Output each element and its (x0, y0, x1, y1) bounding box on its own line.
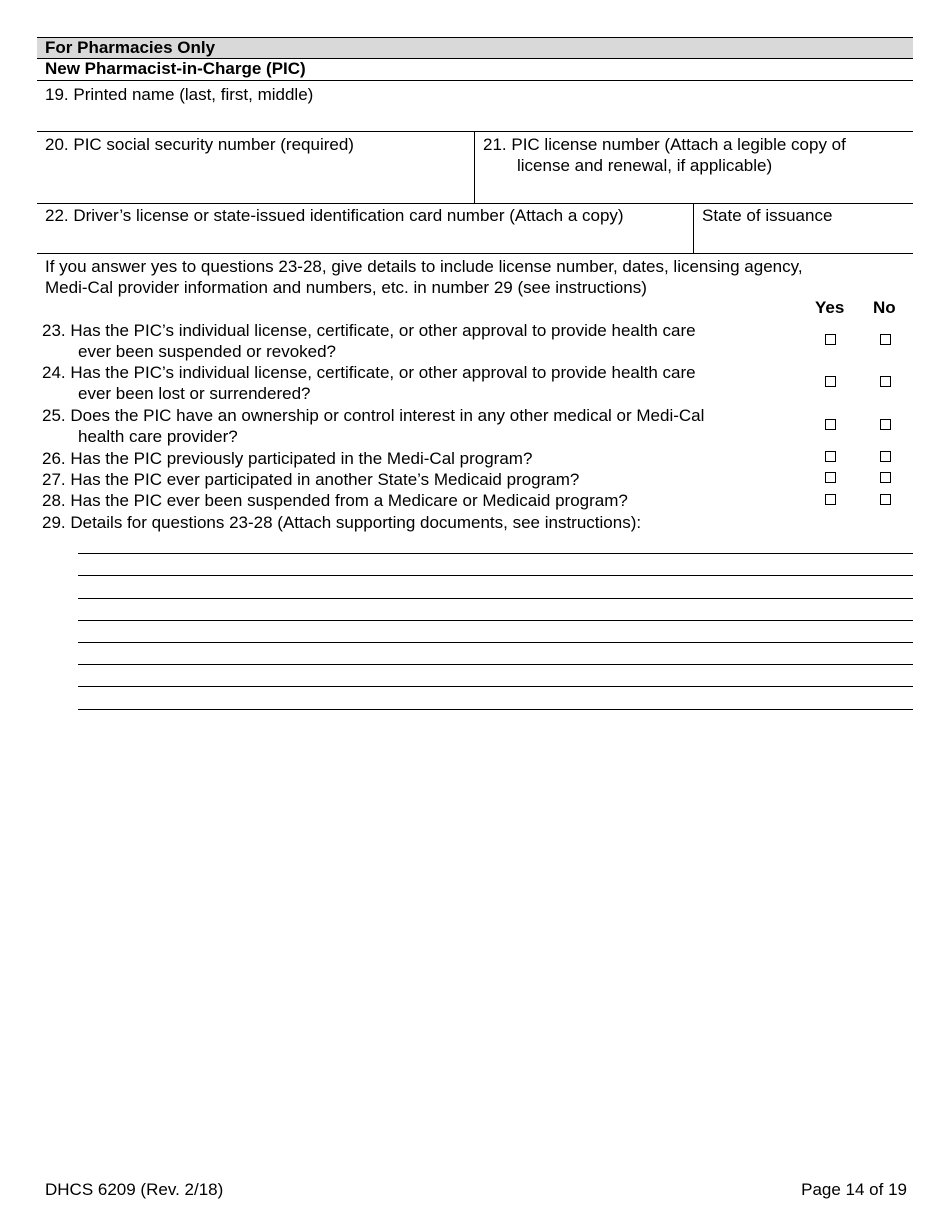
q28-no-checkbox[interactable] (880, 494, 891, 505)
question-24 (42, 362, 802, 404)
question-text: 25. Does the PIC have an ownership or control interest in any other medical or Medi-Cal (42, 406, 705, 425)
question-text: 26. Has the PIC previously participated in the Medi-Cal program? (42, 449, 533, 468)
page-number: Page 14 of 19 (801, 1180, 907, 1199)
question-26 (42, 448, 802, 469)
section-subtitle: New Pharmacist-in-Charge (PIC) (37, 59, 913, 81)
details-line[interactable] (78, 553, 913, 554)
section-title: For Pharmacies Only (37, 37, 913, 59)
question-text: 27. Has the PIC ever participated in another State’s Medicaid program? (42, 470, 580, 489)
q23-yes-checkbox[interactable] (825, 334, 836, 345)
question-text-cont: ever been lost or surrendered? (78, 384, 311, 403)
form-id: DHCS 6209 (Rev. 2/18) (45, 1180, 224, 1199)
q24-yes-checkbox[interactable] (825, 376, 836, 387)
q23-no-checkbox[interactable] (880, 334, 891, 345)
field-19-label: 19. Printed name (last, first, middle) (45, 85, 314, 104)
details-line[interactable] (78, 709, 913, 710)
q26-yes-checkbox[interactable] (825, 451, 836, 462)
yes-column-header: Yes (815, 298, 845, 317)
divider (37, 131, 913, 132)
question-27 (42, 469, 802, 490)
details-line[interactable] (78, 620, 913, 621)
q27-yes-checkbox[interactable] (825, 472, 836, 483)
state-input[interactable] (702, 228, 907, 250)
details-label: 29. Details for questions 23-28 (Attach supporting documents, see instructions): (42, 513, 642, 532)
question-25 (42, 405, 802, 447)
question-text: 28. Has the PIC ever been suspended from a Medicare or Medicaid program? (42, 491, 628, 510)
details-line[interactable] (78, 686, 913, 687)
details-line[interactable] (78, 642, 913, 643)
details-line[interactable] (78, 598, 913, 599)
divider (474, 131, 475, 203)
question-28 (42, 490, 802, 511)
q28-yes-checkbox[interactable] (825, 494, 836, 505)
instructions-line-1: If you answer yes to questions 23-28, give details to include license number, dates, licensing agency, (45, 257, 803, 276)
q25-yes-checkbox[interactable] (825, 419, 836, 430)
instructions-line-2: Medi-Cal provider information and numbers, etc. in number 29 (see instructions) (45, 278, 647, 297)
field-20-label: 20. PIC social security number (required) (45, 135, 354, 154)
details-line[interactable] (78, 664, 913, 665)
question-23 (42, 320, 802, 362)
q26-no-checkbox[interactable] (880, 451, 891, 462)
no-column-header: No (873, 298, 896, 317)
ssn-input[interactable] (45, 158, 465, 198)
license-number-input[interactable] (483, 178, 903, 200)
field-21-label-cont: license and renewal, if applicable) (517, 156, 773, 175)
question-text: 23. Has the PIC’s individual license, certificate, or other approval to provide health care (42, 321, 696, 340)
divider (37, 253, 913, 254)
printed-name-input[interactable] (45, 104, 905, 130)
divider (693, 203, 694, 253)
q27-no-checkbox[interactable] (880, 472, 891, 483)
field-22-label: 22. Driver’s license or state-issued identification card number (Attach a copy) (45, 206, 624, 225)
divider (37, 203, 913, 204)
q24-no-checkbox[interactable] (880, 376, 891, 387)
field-21-label: 21. PIC license number (Attach a legible copy of (483, 135, 846, 154)
question-text-cont: health care provider? (78, 427, 238, 446)
drivers-license-input[interactable] (45, 228, 685, 250)
q25-no-checkbox[interactable] (880, 419, 891, 430)
details-line[interactable] (78, 575, 913, 576)
question-text: 24. Has the PIC’s individual license, certificate, or other approval to provide health care (42, 363, 696, 382)
state-of-issuance-label: State of issuance (702, 206, 833, 225)
question-text-cont: ever been suspended or revoked? (78, 342, 337, 361)
